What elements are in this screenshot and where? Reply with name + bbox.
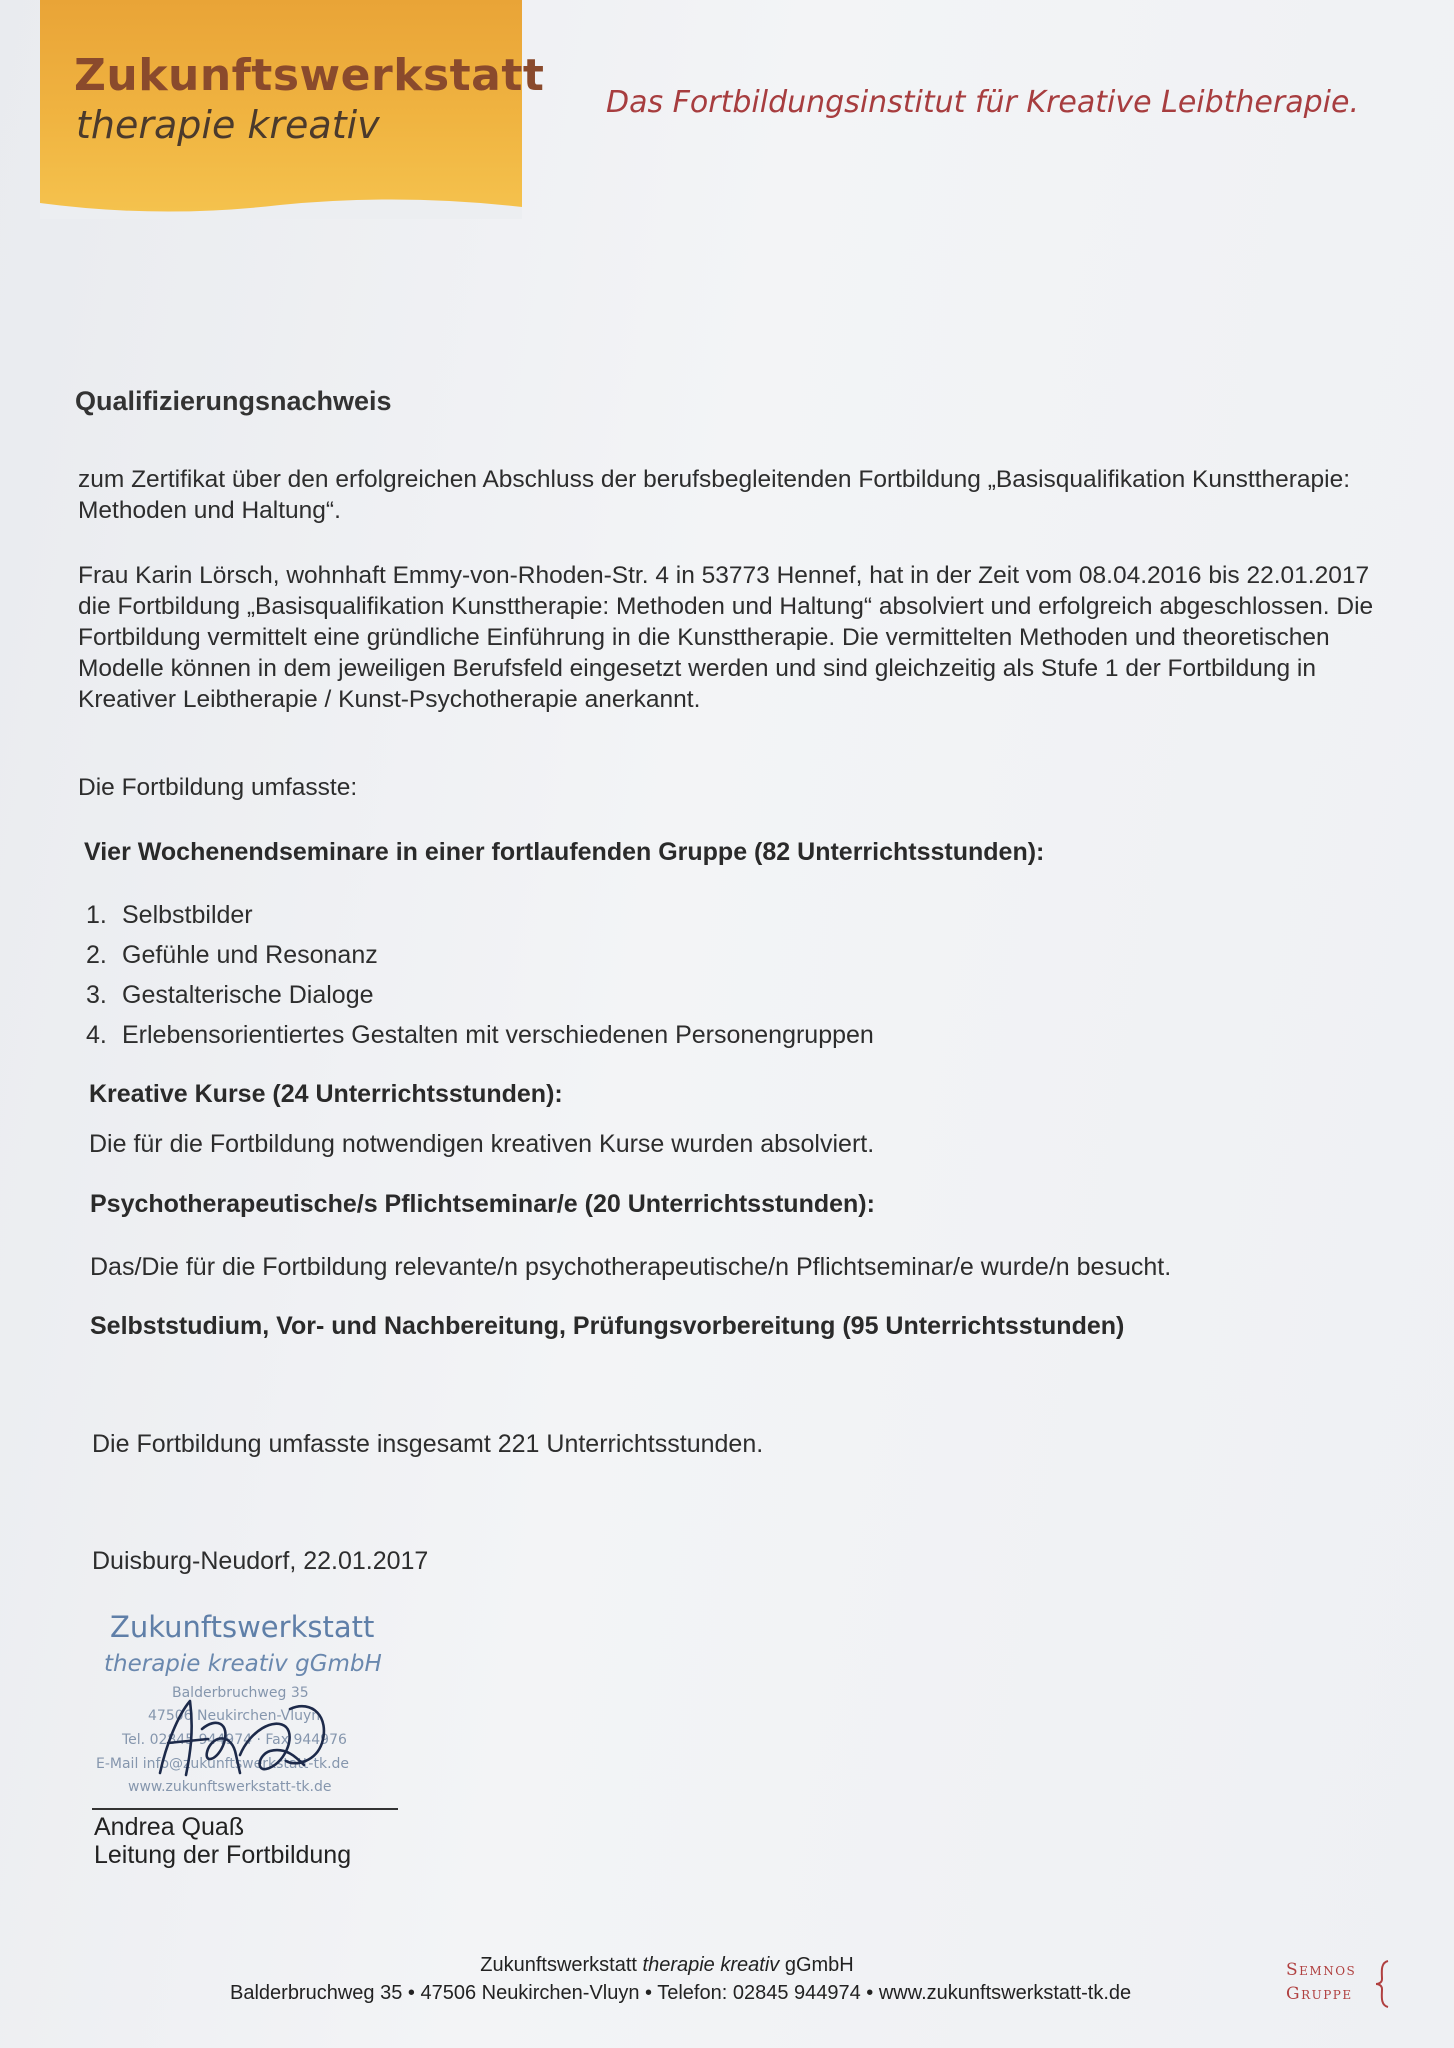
company-stamp bbox=[90, 1605, 410, 1805]
logo-title: Zukunftswerkstatt bbox=[74, 50, 545, 101]
stamp-city: 47506 Neukirchen-Vluyn bbox=[148, 1708, 321, 1724]
list-item: 3. Gestalterische Dialoge bbox=[86, 981, 374, 1009]
document-title: Qualifizierungsnachweis bbox=[75, 386, 392, 416]
mandatory-seminar-heading: Psychotherapeutische/s Pflichtseminar/e (20 Unterrichtsstunden): bbox=[90, 1190, 875, 1218]
seminars-heading: Vier Wochenendseminare in einer fortlaufenden Gruppe (82 Unterrichtsstunden): bbox=[84, 838, 1045, 866]
signer-role: Leitung der Fortbildung bbox=[94, 1841, 352, 1869]
total-hours: Die Fortbildung umfasste insgesamt 221 Unterrichtsstunden. bbox=[92, 1430, 764, 1458]
scope-intro: Die Fortbildung umfasste: bbox=[78, 774, 358, 801]
signer-name: Andrea Quaß bbox=[94, 1813, 245, 1841]
footer-address: Balderbruchweg 35 • 47506 Neukirchen-Vluyn • Telefon: 02845 944974 • www.zukunftswerkstatt-tk.de bbox=[230, 1982, 1132, 2004]
intro-paragraph: zum Zertifikat über den erfolgreichen Abschluss der berufsbegleitenden Fortbildung „Basisqualifikation Kunsttherapie: Methoden und Haltung“. bbox=[78, 466, 1351, 524]
stamp-email: E-Mail info@zukunftswerkstatt-tk.de bbox=[96, 1756, 350, 1772]
group-logo-line1: Semnos bbox=[1286, 1960, 1357, 1980]
creative-courses-text: Die für die Fortbildung notwendigen kreativen Kurse wurden absolviert. bbox=[89, 1130, 875, 1158]
footer-company: Zukunftswerkstatt therapie kreativ gGmbH bbox=[480, 1954, 854, 1976]
seminar-list bbox=[86, 895, 874, 1055]
list-item: 2. Gefühle und Resonanz bbox=[86, 941, 378, 969]
group-bracket-icon bbox=[1284, 1959, 1394, 2009]
tagline: Das Fortbildungsinstitut für Kreative Leibtherapie. bbox=[606, 85, 1359, 120]
stamp-street: Balderbruchweg 35 bbox=[172, 1685, 309, 1701]
signature-line bbox=[92, 1808, 398, 1810]
stamp-name: Zukunftswerkstatt bbox=[110, 1610, 375, 1644]
logo-wave-edge bbox=[40, 193, 522, 219]
stamp-web: www.zukunftswerkstatt-tk.de bbox=[128, 1779, 332, 1795]
stamp-subtitle: therapie kreativ gGmbH bbox=[104, 1651, 382, 1677]
body-paragraph: Frau Karin Lörsch, wohnhaft Emmy-von-Rhoden-Str. 4 in 53773 Hennef, hat in der Zeit vom 08.04.2016 bis 22.01.2017 die Fortbildung „Basisqualifikation Kunsttherapie: Methoden und Haltung“ absolviert und erfolgreich abgeschlossen. Die Fortbildung vermittelt eine gründliche Einführung in die Kunsttherapie. Die vermittelten Methoden und theoretischen Modelle können in dem jeweiligen Berufsfeld eingesetzt werden und sind gleichzeitig als Stufe 1 der Fortbildung in Kreativer Leibtherapie / Kunst-Psychotherapie anerkannt. bbox=[78, 562, 1374, 713]
mandatory-seminar-text: Das/Die für die Fortbildung relevante/n psychotherapeutische/n Pflichtseminar/e wurde/n besucht. bbox=[90, 1253, 1172, 1281]
creative-courses-heading: Kreative Kurse (24 Unterrichtsstunden): bbox=[89, 1080, 563, 1108]
institute-logo bbox=[40, 0, 545, 218]
stamp-phone: Tel. 02845 944974 · Fax 944976 bbox=[122, 1732, 347, 1748]
list-item: 1. Selbstbilder bbox=[86, 901, 253, 929]
place-date: Duisburg-Neudorf, 22.01.2017 bbox=[92, 1547, 429, 1575]
group-logo-line2: Gruppe bbox=[1286, 1984, 1353, 2004]
list-item: 4. Erlebensorientiertes Gestalten mit verschiedenen Personengruppen bbox=[86, 1021, 874, 1049]
logo-subtitle: therapie kreativ bbox=[76, 103, 380, 147]
self-study-heading: Selbststudium, Vor- und Nachbereitung, Prüfungsvorbereitung (95 Unterrichtsstunden) bbox=[90, 1312, 1125, 1340]
